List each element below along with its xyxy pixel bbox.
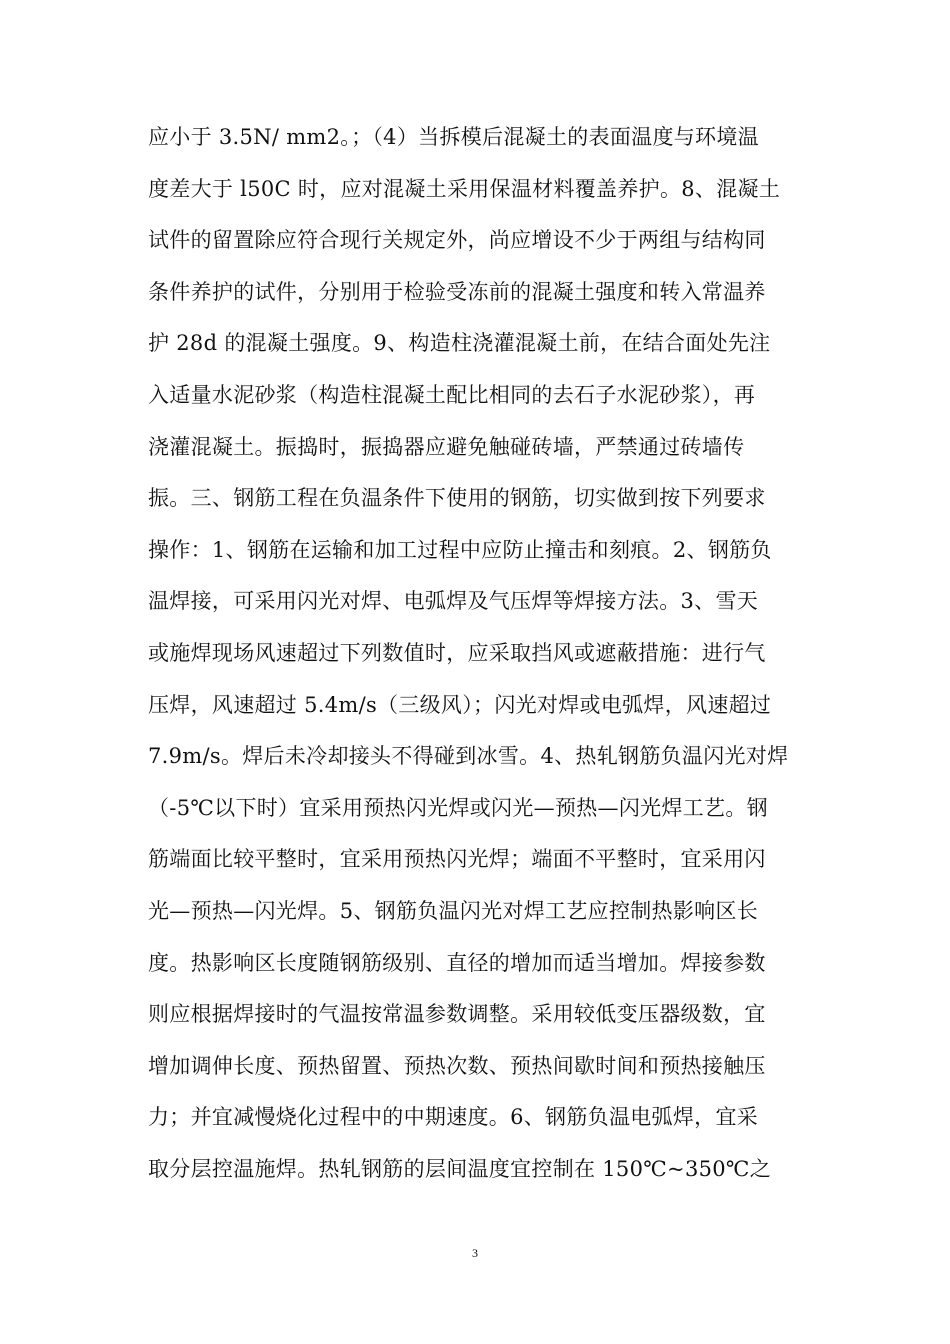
- text-line: 操作：1、钢筋在运输和加工过程中应防止撞击和刻痕。2、钢筋负: [148, 537, 772, 562]
- text-line: 取分层控温施焊。热轧钢筋的层间温度宜控制在 150℃~350℃之: [148, 1156, 772, 1181]
- text-line: 度差大于 l50C 时，应对混凝土采用保温材料覆盖养护。8、混凝土: [148, 176, 781, 201]
- text-line: 增加调伸长度、预热留置、预热次数、预热间歇时间和预热接触压: [148, 1053, 766, 1078]
- text-line: 则应根据焊接时的气温按常温参数调整。采用较低变压器级数，宜: [148, 1002, 766, 1027]
- text-line: 浇灌混凝土。振捣时，振捣器应避免触碰砖墙，严禁通过砖墙传: [148, 434, 745, 459]
- text-line: 光—预热—闪光焊。5、钢筋负温闪光对焊工艺应控制热影响区长: [148, 898, 759, 923]
- text-line: 护 28d 的混凝土强度。9、构造柱浇灌混凝土前，在结合面处先注: [148, 331, 771, 356]
- text-line: 温焊接，可采用闪光对焊、电弧焊及气压焊等焊接方法。3、雪天: [148, 589, 759, 614]
- page-number: 3: [472, 1246, 478, 1260]
- text-line: 度。热影响区长度随钢筋级别、直径的增加而适当增加。焊接参数: [148, 950, 766, 975]
- text-line: （-5℃以下时）宜采用预热闪光焊或闪光—预热—闪光焊工艺。钢: [148, 795, 768, 820]
- text-line: 入适量水泥砂浆（构造柱混凝土配比相同的去石子水泥砂浆），再: [148, 382, 756, 407]
- text-line: 筋端面比较平整时，宜采用预热闪光焊；端面不平整时，宜采用闪: [148, 847, 766, 872]
- text-line: 力；并宜减慢烧化过程中的中期速度。6、钢筋负温电弧焊，宜采: [148, 1105, 759, 1130]
- text-line: 振。三、钢筋工程在负温条件下使用的钢筋，切实做到按下列要求: [148, 486, 766, 511]
- text-line: 压焊，风速超过 5.4m/s（三级风）；闪光对焊或电弧焊，风速超过: [148, 692, 772, 717]
- text-line: 应小于 3.5N/ mm2。；（4）当拆模后混凝土的表面温度与环境温: [148, 125, 759, 149]
- text-line: 或施焊现场风速超过下列数值时，应采取挡风或遮蔽措施：进行气: [148, 640, 766, 665]
- text-line: 试件的留置除应符合现行关规定外，尚应增设不少于两组与结构同: [148, 228, 766, 253]
- text-line: 条件养护的试件，分别用于检验受冻前的混凝土强度和转入常温养: [148, 279, 766, 304]
- text-line: 7.9m/s。焊后未冷却接头不得碰到冰雪。4、热轧钢筋负温闪光对焊: [148, 744, 789, 769]
- body-text: [148, 112, 808, 1195]
